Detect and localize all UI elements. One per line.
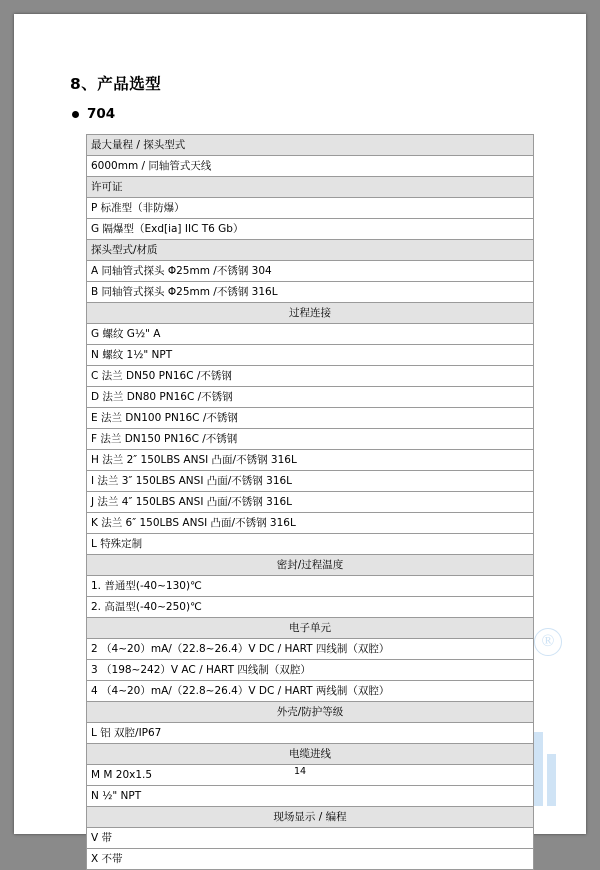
model-label: 704: [87, 106, 116, 122]
table-header-row: [87, 702, 534, 723]
table-header-cell: 密封/过程温度: [87, 555, 534, 576]
table-header-row: [87, 618, 534, 639]
table-row: [87, 534, 534, 555]
table-cell: L 铝 双腔/IP67: [87, 723, 534, 744]
model-bullet-row: [72, 106, 115, 122]
table-cell: F 法兰 DN150 PN16C /不锈钢: [87, 429, 534, 450]
table-cell: M M 20x1.5: [87, 765, 534, 786]
table-row: [87, 408, 534, 429]
table-cell: D 法兰 DN80 PN16C /不锈钢: [87, 387, 534, 408]
table-row: [87, 387, 534, 408]
table-cell: 6000mm / 同轴管式天线: [87, 156, 534, 177]
table-row: [87, 576, 534, 597]
table-row: [87, 828, 534, 849]
table-row: [87, 219, 534, 240]
table-cell: J 法兰 4″ 150LBS ANSI 凸面/不锈钢 316L: [87, 492, 534, 513]
table-cell: A 同轴管式探头 Φ25mm /不锈钢 304: [87, 261, 534, 282]
table-row: [87, 660, 534, 681]
table-row: [87, 345, 534, 366]
table-cell: E 法兰 DN100 PN16C /不锈钢: [87, 408, 534, 429]
table-cell: V 带: [87, 828, 534, 849]
table-cell: N 螺纹 1½" NPT: [87, 345, 534, 366]
table-cell: N ½" NPT: [87, 786, 534, 807]
page-number: 14: [293, 766, 307, 777]
table-row: [87, 849, 534, 870]
table-header-cell: 现场显示 / 编程: [87, 807, 534, 828]
table-cell: B 同轴管式探头 Φ25mm /不锈钢 316L: [87, 282, 534, 303]
table-row: [87, 471, 534, 492]
table-cell: G 螺纹 G½" A: [87, 324, 534, 345]
table-row: [87, 282, 534, 303]
table-cell: 4 （4~20）mA/（22.8~26.4）V DC / HART 两线制（双腔）: [87, 681, 534, 702]
table-cell: H 法兰 2″ 150LBS ANSI 凸面/不锈钢 316L: [87, 450, 534, 471]
table-cell: 2 （4~20）mA/（22.8~26.4）V DC / HART 四线制（双腔）: [87, 639, 534, 660]
table-header-row: [87, 303, 534, 324]
bullet-dot-icon: [72, 111, 79, 118]
table-header-row: [87, 555, 534, 576]
table-cell: G 隔爆型（Exd[ia] IIC T6 Gb）: [87, 219, 534, 240]
registered-mark-icon: ®: [534, 628, 562, 656]
table-header-row: [87, 240, 534, 261]
document-page: [14, 14, 586, 865]
table-row: [87, 786, 534, 807]
table-cell: P 标准型（非防爆）: [87, 198, 534, 219]
table-header-cell: 电子单元: [87, 618, 534, 639]
table-row: [87, 492, 534, 513]
table-cell: L 特殊定制: [87, 534, 534, 555]
table-cell: I 法兰 3″ 150LBS ANSI 凸面/不锈钢 316L: [87, 471, 534, 492]
table-cell: 3 （198~242）V AC / HART 四线制（双腔）: [87, 660, 534, 681]
table-row: [87, 429, 534, 450]
table-row: [87, 261, 534, 282]
table-body: [87, 135, 534, 870]
table-header-row: [87, 135, 534, 156]
table-row: [87, 513, 534, 534]
table-header-row: [87, 744, 534, 765]
table-row: [87, 639, 534, 660]
table-row: [87, 681, 534, 702]
table-header-cell: 许可证: [87, 177, 534, 198]
table-row: [87, 198, 534, 219]
table-row: [87, 450, 534, 471]
table-row: [87, 156, 534, 177]
page-content: [14, 14, 586, 865]
table-header-cell: 外壳/防护等级: [87, 702, 534, 723]
table-header-row: [87, 177, 534, 198]
table-cell: K 法兰 6″ 150LBS ANSI 凸面/不锈钢 316L: [87, 513, 534, 534]
product-selection-table: [86, 134, 534, 870]
table-header-cell: 探头型式/材质: [87, 240, 534, 261]
table-cell: 1. 普通型(-40~130)℃: [87, 576, 534, 597]
table-row: [87, 324, 534, 345]
table-row: [87, 366, 534, 387]
table-cell: C 法兰 DN50 PN16C /不锈钢: [87, 366, 534, 387]
table-row: [87, 597, 534, 618]
table-cell: X 不带: [87, 849, 534, 870]
table-header-cell: 过程连接: [87, 303, 534, 324]
table-header-cell: 最大量程 / 探头型式: [87, 135, 534, 156]
table-cell: 2. 高温型(-40~250)℃: [87, 597, 534, 618]
table-header-row: [87, 807, 534, 828]
table-row: [87, 723, 534, 744]
page-title: 8、产品选型: [70, 75, 162, 93]
table-header-cell: 电缆进线: [87, 744, 534, 765]
